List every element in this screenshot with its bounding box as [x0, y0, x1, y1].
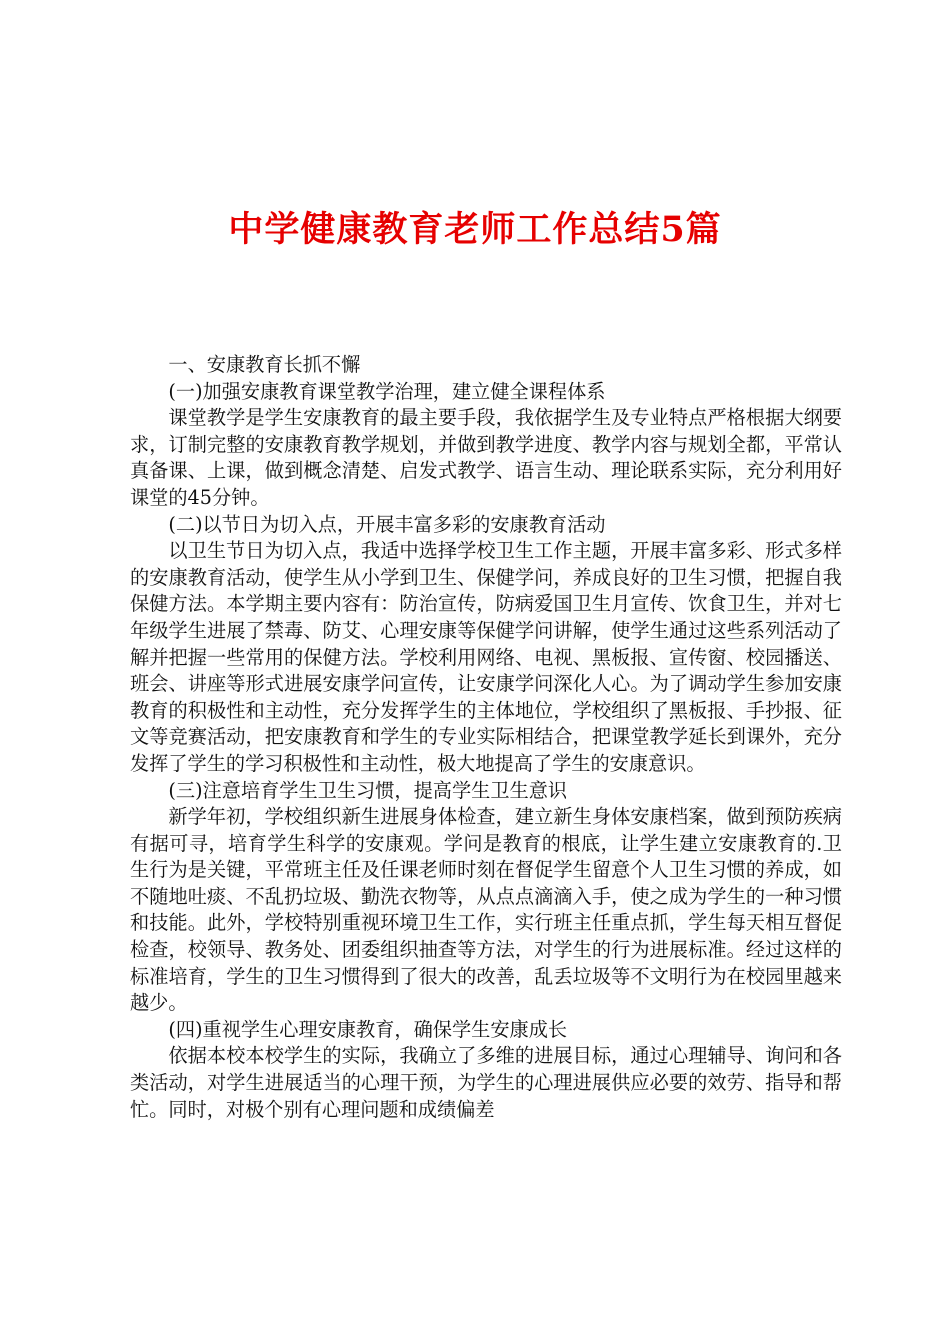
subsection-heading-3: (三)注意培育学生卫生习惯，提高学生卫生意识 — [168, 778, 568, 802]
body-paragraph-1: 课堂教学是学生安康教育的最主要手段，我依据学生及专业特点严格根据大纲要求，订制完整的安康教育教学规划，并做到教学进度、教学内容与规划全都，平常认真备课、上课，做到概念清楚、启发式教学、语言生动、理论联系实际，充分利用好课堂的45分钟。 — [130, 406, 842, 509]
document-title: 中学健康教育老师工作总结5篇 — [228, 209, 722, 250]
document-body — [130, 352, 842, 1123]
body-paragraph-3: 新学年初，学校组织新生进展身体检查，建立新生身体安康档案，做到预防疾病有据可寻，培育学生科学的安康观。学问是教育的根底，让学生建立安康教育的.卫生行为是关键，平常班主任及任课老师时刻在督促学生留意个人卫生习惯的养成，如不随地吐痰、不乱扔垃圾、勤洗衣物等，从点点滴滴入手，使之成为学生的一种习惯和技能。此外，学校特别重视环境卫生工作，实行班主任重点抓，学生每天相互督促检查，校领导、教务处、团委组织抽查等方法，对学生的行为进展标准。经过这样的标准培育，学生的卫生习惯得到了很大的改善，乱丢垃圾等不文明行为在校园里越来越少。 — [130, 805, 842, 1015]
subsection-heading-4: (四)重视学生心理安康教育，确保学生安康成长 — [168, 1017, 568, 1041]
body-paragraph-4: 依据本校本校学生的实际，我确立了多维的进展目标，通过心理辅导、询问和各类活动，对学生进展适当的心理干预，为学生的心理进展供应必要的效劳、指导和帮忙。同时，对极个别有心理问题和成绩偏差 — [130, 1044, 842, 1121]
section-heading-1: 一、安康教育长抓不懈 — [168, 353, 361, 376]
subsection-heading-1: (一)加强安康教育课堂教学治理，建立健全课程体系 — [168, 379, 606, 403]
body-paragraph-2: 以卫生节日为切入点，我适中选择学校卫生工作主题，开展丰富多彩、形式多样的安康教育活动，使学生从小学到卫生、保健学问，养成良好的卫生习惯，把握自我保健方法。本学期主要内容有：防治宣传，防病爱国卫生月宣传、饮食卫生，并对七年级学生进展了禁毒、防艾、心理安康等保健学问讲解，使学生通过这些系列活动了解并把握一些常用的保健方法。学校利用网络、电视、黑板报、宣传窗、校园播送、班会、讲座等形式进展安康学问宣传，让安康学问深化人心。为了调动学生参加安康教育的积极性和主动性，充分发挥学生的主体地位，学校组织了黑板报、手抄报、征文等竞赛活动，把安康教育和学生的专业实际相结合，把课堂教学延长到课外，充分发挥了学生的学习积极性和主动性，极大地提高了学生的安康意识。 — [130, 539, 842, 775]
subsection-heading-2: (二)以节日为切入点，开展丰富多彩的安康教育活动 — [168, 512, 606, 536]
